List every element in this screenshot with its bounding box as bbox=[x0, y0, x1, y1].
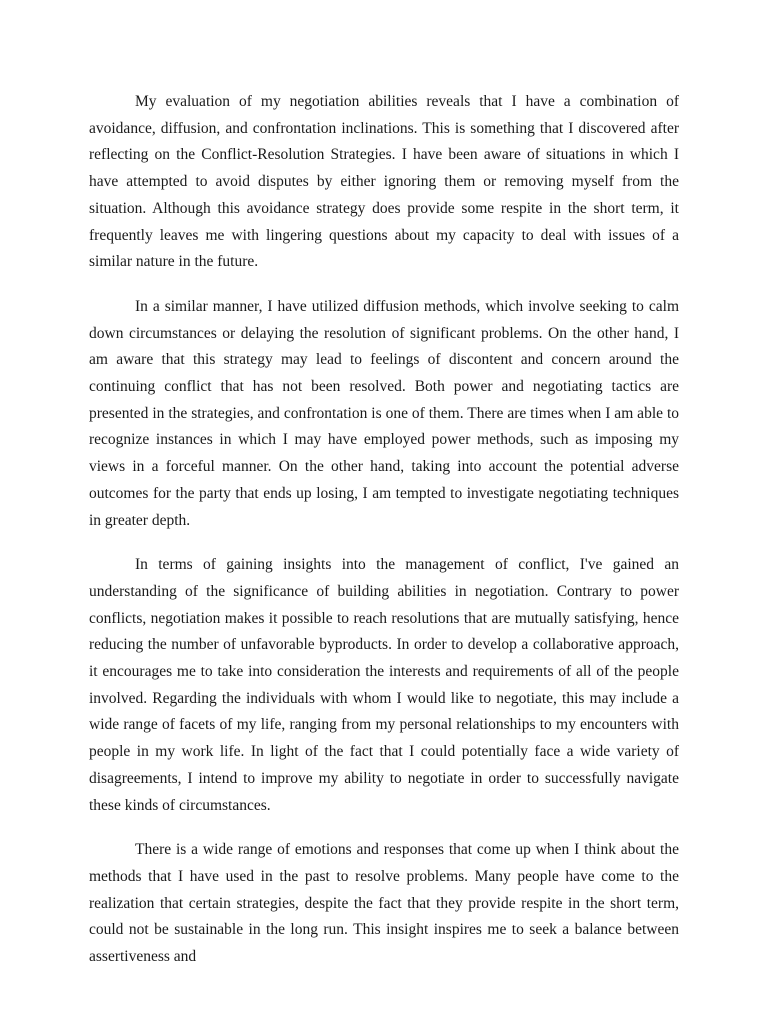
paragraph-2: In a similar manner, I have utilized diffusion methods, which involve seeking to calm down circumstances or delaying the resolution of significant problems. On the other hand, I am aware that this strategy may lead to feelings of discontent and concern around the continuing conflict that has not been resolved. Both power and negotiating tactics are presented in the strategies, and confrontation is one of them. There are times when I am able to recognize instances in which I may have employed power methods, such as imposing my views in a forceful manner. On the other hand, taking into account the potential adverse outcomes for the party that ends up losing, I am tempted to investigate negotiating techniques in greater depth. bbox=[89, 297, 679, 529]
document-body bbox=[89, 89, 679, 971]
paragraph-1: My evaluation of my negotiation abilities reveals that I have a combination of avoidance, diffusion, and confrontation inclinations. This is something that I discovered after reflecting on the Conflict-Resolution Strategies. I have been aware of situations in which I have attempted to avoid disputes by either ignoring them or removing myself from the situation. Although this avoidance strategy does provide some respite in the short term, it frequently leaves me with lingering questions about my capacity to deal with issues of a similar nature in the future. bbox=[89, 93, 679, 271]
paragraph-4: There is a wide range of emotions and responses that come up when I think about the methods that I have used in the past to resolve problems. Many people have come to the realization that certain strategies, despite the fact that they provide respite in the short term, could not be sustainable in the long run. This insight inspires me to seek a balance between assertiveness and bbox=[89, 841, 679, 966]
paragraph-3: In terms of gaining insights into the management of conflict, I've gained an understanding of the significance of building abilities in negotiation. Contrary to power conflicts, negotiation makes it possible to reach resolutions that are mutually satisfying, hence reducing the number of unfavorable byproducts. In order to develop a collaborative approach, it encourages me to take into consideration the interests and requirements of all of the people involved. Regarding the individuals with whom I would like to negotiate, this may include a wide range of facets of my life, ranging from my personal relationships to my encounters with people in my work life. In light of the fact that I could potentially face a wide variety of disagreements, I intend to improve my ability to negotiate in order to successfully navigate these kinds of circumstances. bbox=[89, 556, 679, 814]
